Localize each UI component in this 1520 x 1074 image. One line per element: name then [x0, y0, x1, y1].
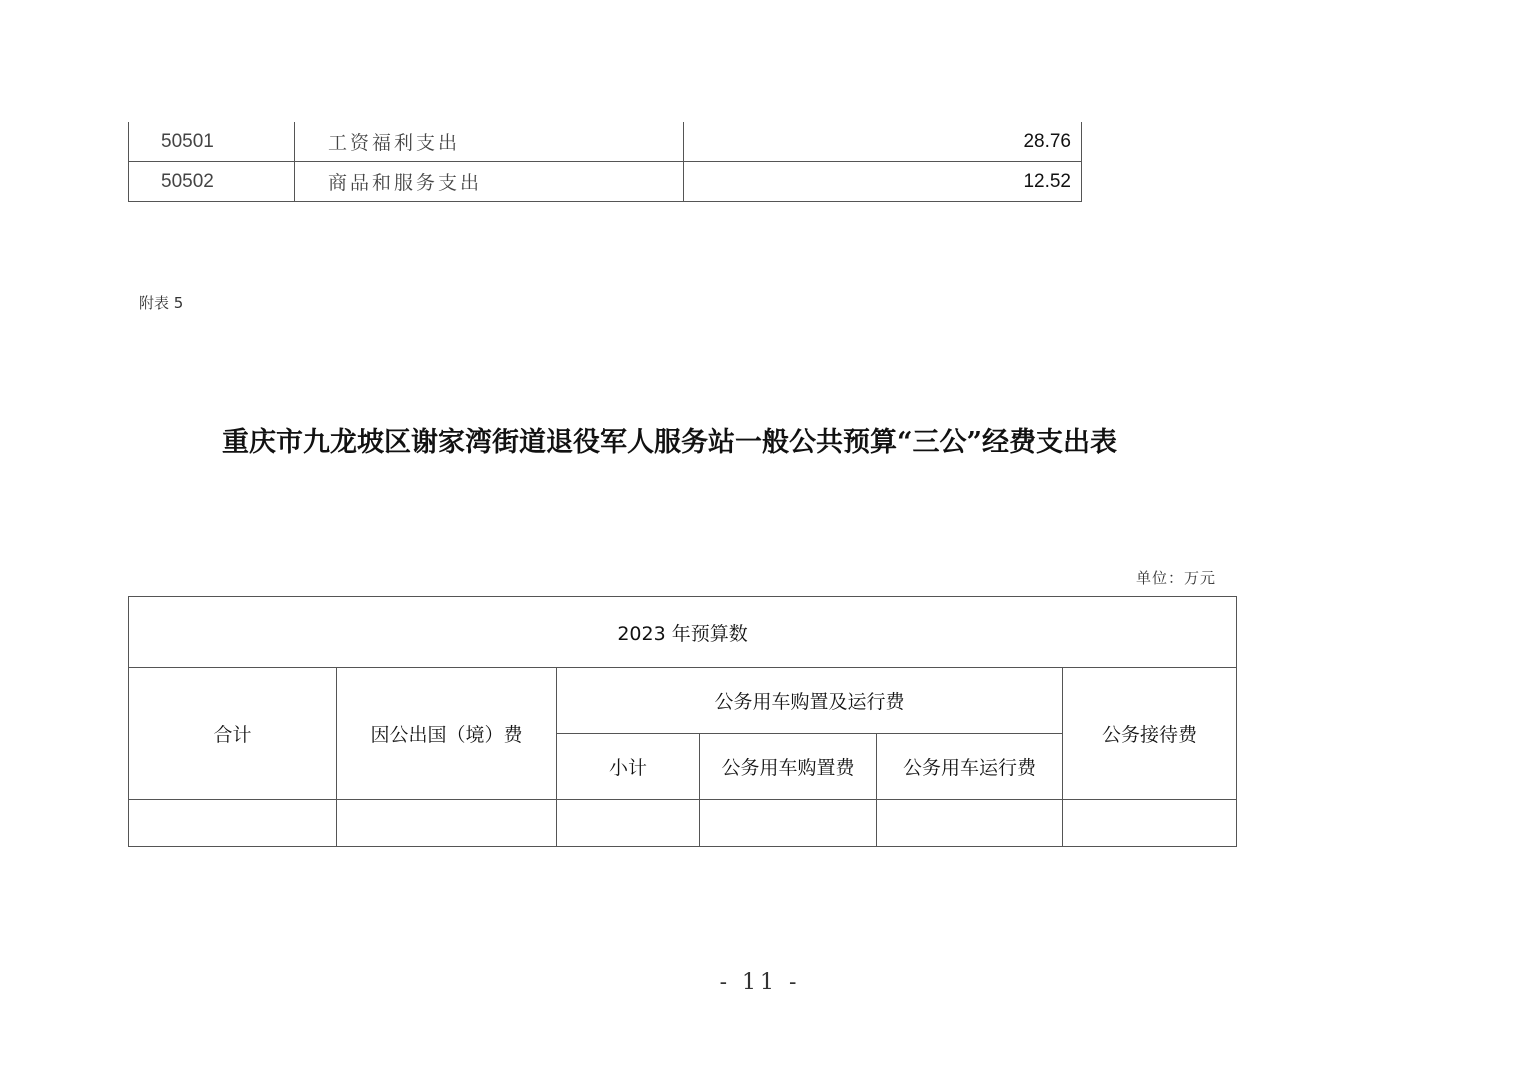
three-public-expenses-table [128, 596, 1237, 847]
table-row [129, 122, 1082, 162]
row-amount: 28.76 [684, 122, 1082, 162]
value-total [129, 800, 337, 847]
row-name: 商品和服务支出 [295, 162, 684, 202]
header-subtotal: 小计 [557, 734, 700, 800]
continuation-table [128, 122, 1082, 202]
row-amount: 12.52 [684, 162, 1082, 202]
table-header-row [129, 597, 1237, 668]
page-number: - 11 - [719, 970, 801, 995]
unit-label: 单位：万元 [1136, 569, 1217, 587]
header-abroad: 因公出国（境）费 [337, 668, 557, 800]
header-year: 2023 年预算数 [129, 597, 1237, 668]
header-reception: 公务接待费 [1063, 668, 1237, 800]
header-total: 合计 [129, 668, 337, 800]
row-code: 50502 [129, 162, 295, 202]
header-vehicle-group: 公务用车购置及运行费 [557, 668, 1063, 734]
header-vehicle-operation: 公务用车运行费 [877, 734, 1063, 800]
table-header-row [129, 668, 1237, 734]
attachment-label: 附表 5 [139, 294, 184, 312]
value-reception [1063, 800, 1237, 847]
table-row [129, 162, 1082, 202]
value-vehicle-purchase [700, 800, 877, 847]
value-vehicle-operation [877, 800, 1063, 847]
row-code: 50501 [129, 122, 295, 162]
page-title: 重庆市九龙坡区谢家湾街道退役军人服务站一般公共预算“三公”经费支出表 [222, 427, 1118, 458]
value-abroad [337, 800, 557, 847]
header-vehicle-purchase: 公务用车购置费 [700, 734, 877, 800]
row-name: 工资福利支出 [295, 122, 684, 162]
table-row [129, 800, 1237, 847]
value-subtotal [557, 800, 700, 847]
